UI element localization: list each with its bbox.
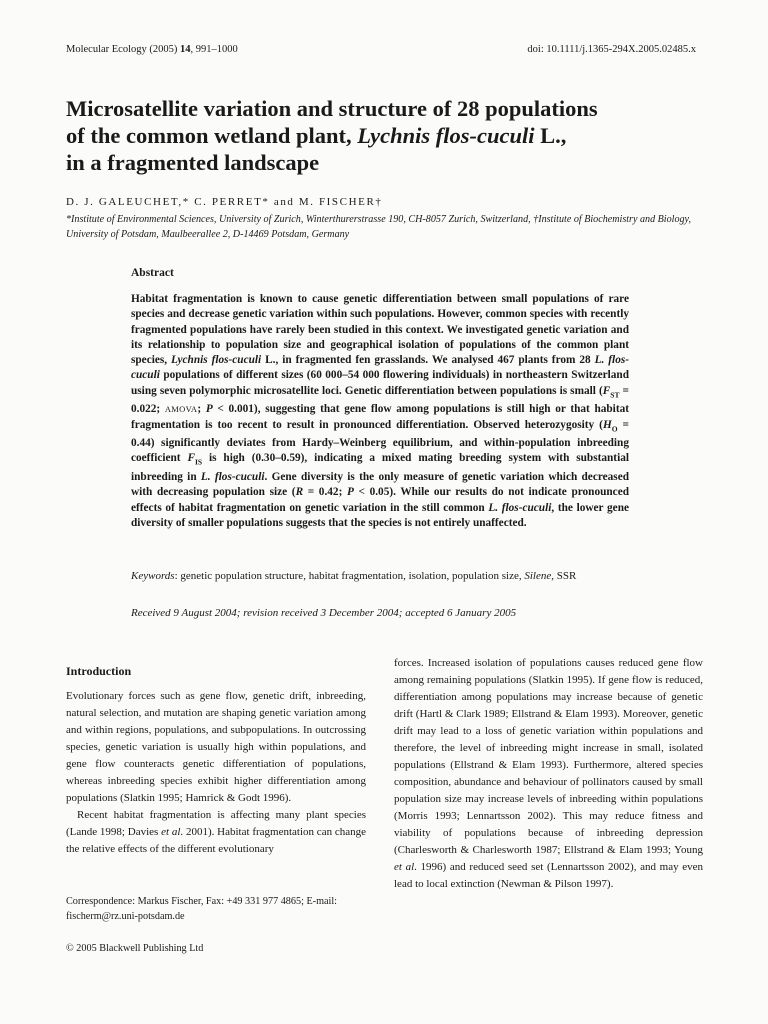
species-name: L. flos-cuculi bbox=[131, 354, 630, 382]
species-name: Lychnis flos-cuculi bbox=[171, 354, 262, 367]
body-text: et al bbox=[161, 826, 181, 838]
subscript: ST bbox=[610, 390, 620, 400]
abstract-text: populations of different sizes (60 000–54 000 flowering individuals) in northeastern Switzerland using seven polymorphic microsatellite loci. Genetic differentiation between populations is small ( bbox=[131, 369, 629, 397]
abstract-heading: Abstract bbox=[131, 267, 174, 279]
right-column bbox=[394, 655, 703, 893]
received-dates: Received 9 August 2004; revision received 3 December 2004; accepted 6 January 2005 bbox=[131, 607, 517, 619]
symbol: P bbox=[346, 486, 354, 499]
abstract-text: < 0.001), suggesting that gene flow among populations is still high or that habitat fragmentation is too recent to result in pronounced differentiation. Observed heterozygosity ( bbox=[131, 403, 629, 431]
body-text: . 1996) and reduced seed set (Lennartsson 2002), and may even lead to local extinction (Newman & Pilson 1997). bbox=[394, 861, 704, 890]
paper-title bbox=[66, 95, 706, 176]
species-name: L. flos-cuculi bbox=[488, 501, 552, 514]
title-line-2 bbox=[66, 122, 706, 149]
subscript: O bbox=[611, 423, 618, 433]
abstract-text: is high (0.30–0.59), indicating a mixed mating breeding system with substantial inbreeding in bbox=[131, 452, 629, 484]
correspondence-note: Correspondence: Markus Fischer, Fax: +49 331 977 4865; E-mail: fischerm@rz.uni-potsdam.de bbox=[66, 896, 338, 922]
affiliations: *Institute of Environmental Sciences, University of Zurich, Winterthurerstrasse 190, CH-8057 Zurich, Switzerland, †Institute of Biochemistry and Biology, University of Potsdam, Maulbeerallee 2, D-14469 Potsdam, Germany bbox=[66, 214, 692, 240]
abstract-text: Habitat fragmentation is known to cause genetic differentiation between small populations of rare species and decrease genetic variation within such populations. However, common species with recently fragmented populations have rarely been studied in this context. We investigated genetic variation and its relationship to population size and geographical isolation of populations of the common plant species, bbox=[131, 293, 629, 367]
left-column bbox=[66, 688, 366, 858]
abstract-text: = 0.022; bbox=[131, 384, 629, 416]
keywords-label: Keywords bbox=[131, 570, 175, 582]
abstract-text: < 0.05). While our results do not indicate pronounced effects of habitat fragmentation on genetic variation in the still common bbox=[131, 486, 629, 514]
running-header-journal bbox=[66, 44, 238, 55]
species-name: L. flos-cuculi bbox=[200, 471, 265, 484]
abstract-text: L., in fragmented fen grasslands. We analysed 467 plants from 28 bbox=[261, 354, 595, 367]
title-line-1: Microsatellite variation and structure of 28 populations bbox=[66, 96, 598, 121]
title-text: of the common wetland plant, bbox=[66, 123, 358, 148]
doi[interactable]: doi: 10.1111/j.1365-294X.2005.02485.x bbox=[527, 44, 696, 55]
symbol: H bbox=[602, 418, 612, 431]
subscript: IS bbox=[195, 457, 203, 467]
symbol: F bbox=[187, 452, 195, 465]
abstract-text: , the lower gene diversity of smaller populations suggests that the species is not entirely unaffected. bbox=[131, 501, 629, 529]
abstract-text: = 0.44) significantly deviates from Hardy–Weinberg equilibrium, and within-population inbreeding coefficient bbox=[131, 418, 629, 465]
body-text: forces. Increased isolation of populations causes reduced gene flow among remaining populations (Slatkin 1995). If gene flow is reduced, differentiation among populations may increase because of genetic drift (Hartl & Clark 1989; Ellstrand & Elam 1993). Moreover, genetic drift may lead to a loss of genetic variation within populations and therefore, the level of inbreeding might increase in small, isolated populations (Ellstrand & Elam 1993). Furthermore, altered species composition, abundance and behaviour of pollinators caused by small population size may increase levels of inbreeding within populations (Morris 1993; Lennartsson 2002). This may reduce fitness and viability of populations because of inbreeding depression (Charlesworth & Charlesworth 1987; Ellstrand & Elam 1993; Young bbox=[394, 657, 703, 856]
keywords-text: Silene bbox=[524, 570, 552, 582]
symbol: F bbox=[602, 384, 611, 397]
abbrev: AMOVA bbox=[164, 404, 198, 415]
journal-volume: 14 bbox=[180, 44, 191, 55]
intro-paragraph-2 bbox=[66, 807, 366, 858]
copyright-notice: © 2005 Blackwell Publishing Ltd bbox=[66, 943, 204, 954]
abstract-body bbox=[131, 292, 629, 531]
title-text: L., bbox=[534, 123, 567, 148]
keywords-text: , SSR bbox=[551, 570, 577, 582]
keywords bbox=[131, 569, 629, 584]
body-text: . 2001). Habitat fragmentation can change the relative effects of the different evolutionary bbox=[66, 826, 367, 855]
keywords-text: : genetic population structure, habitat fragmentation, isolation, population size, bbox=[174, 570, 525, 582]
journal-name: Molecular Ecology (2005) bbox=[66, 44, 181, 55]
intro-paragraph-1: Evolutionary forces such as gene flow, genetic drift, inbreeding, natural selection, and mutation are shaping genetic variation among and within regions, populations, and subpopulations. In outcrossing species, genetic variation is usually high within populations, and gene flow counteracts genetic differentiation of populations, whereas inbreeding species exhibit higher differentiation among populations (Slatkin 1995; Hamrick & Godt 1996). bbox=[66, 690, 366, 804]
journal-pages: , 991–1000 bbox=[190, 44, 238, 55]
body-text: et al bbox=[394, 861, 415, 873]
authors: D. J. GALEUCHET,* C. PERRET* and M. FISCHER† bbox=[66, 196, 383, 208]
symbol: R bbox=[295, 486, 304, 499]
abstract-text: ; bbox=[197, 403, 206, 416]
title-species: Lychnis flos-cuculi bbox=[357, 123, 535, 148]
abstract-text: . Gene diversity is the only measure of genetic variation which decreased with decreasing population size ( bbox=[131, 471, 629, 499]
abstract-text: = 0.42; bbox=[303, 486, 347, 499]
symbol: P bbox=[205, 403, 213, 416]
title-line-3: in a fragmented landscape bbox=[66, 150, 320, 175]
body-text: Recent habitat fragmentation is affecting many plant species (Lande 1998; Davies bbox=[66, 809, 366, 838]
introduction-heading: Introduction bbox=[66, 664, 132, 678]
